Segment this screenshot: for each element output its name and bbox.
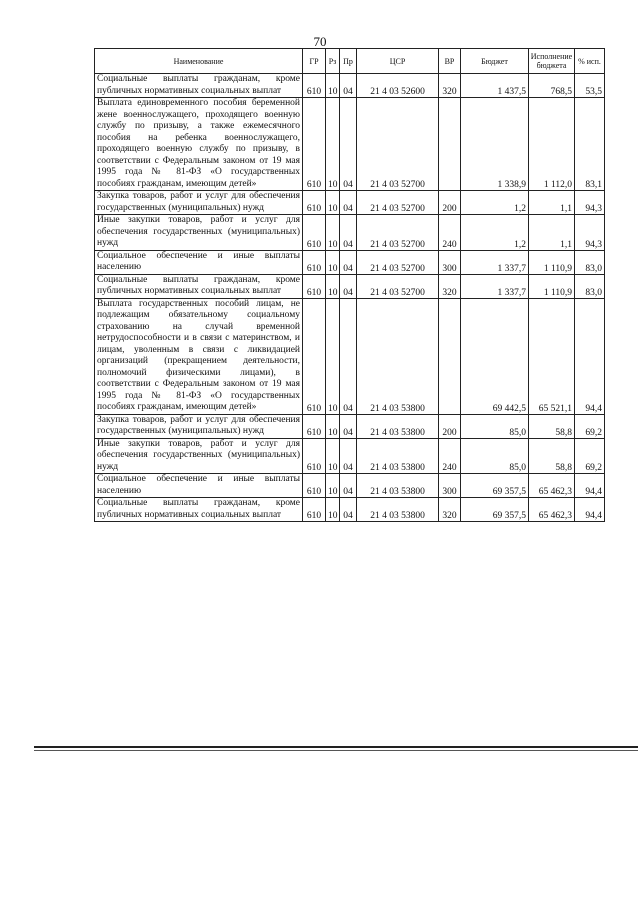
table-row [95,414,605,438]
table-row [95,250,605,274]
row-percent: 94,3 [575,191,605,215]
row-name: Социальное обеспечение и иные выплаты населению [95,250,303,274]
footer-divider-thin [34,750,638,751]
row-gr: 610 [303,414,326,438]
row-budget: 85,0 [461,414,529,438]
header-percent: % исп. [575,49,605,74]
row-percent: 94,3 [575,215,605,251]
row-percent: 83,1 [575,98,605,191]
row-gr: 610 [303,191,326,215]
row-rz: 10 [326,274,340,298]
row-vr [439,98,461,191]
row-vr: 300 [439,474,461,498]
row-budget: 1 338,9 [461,98,529,191]
row-percent: 94,4 [575,298,605,414]
table-row [95,274,605,298]
row-gr: 610 [303,250,326,274]
row-execution: 58,8 [529,414,575,438]
row-rz: 10 [326,74,340,98]
row-vr: 320 [439,274,461,298]
row-percent: 83,0 [575,274,605,298]
row-name: Закупка товаров, работ и услуг для обеспечения государственных (муниципальных) нужд [95,191,303,215]
row-pr: 04 [340,438,357,474]
table-row [95,215,605,251]
page-number: 70 [313,34,327,49]
row-percent: 94,4 [575,474,605,498]
row-budget: 1 337,7 [461,250,529,274]
row-pr: 04 [340,274,357,298]
row-execution: 65 462,3 [529,498,575,522]
row-pr: 04 [340,74,357,98]
header-pr: Пр [340,49,357,74]
table-row [95,474,605,498]
row-budget: 69 442,5 [461,298,529,414]
row-pr: 04 [340,474,357,498]
header-execution: Исполнение бюджета [529,49,575,74]
row-rz: 10 [326,474,340,498]
table-row [95,438,605,474]
row-rz: 10 [326,298,340,414]
budget-table [94,48,605,522]
row-rz: 10 [326,98,340,191]
row-execution: 1,1 [529,191,575,215]
row-pr: 04 [340,298,357,414]
row-vr [439,298,461,414]
table-header-row [95,49,605,74]
row-csr: 21 4 03 52700 [357,274,439,298]
footer-divider [34,746,638,748]
row-pr: 04 [340,98,357,191]
row-name: Социальное обеспечение и иные выплаты населению [95,474,303,498]
row-gr: 610 [303,438,326,474]
row-execution: 58,8 [529,438,575,474]
row-csr: 21 4 03 53800 [357,414,439,438]
row-name: Социальные выплаты гражданам, кроме публичных нормативных социальных выплат [95,498,303,522]
row-name: Социальные выплаты гражданам, кроме публичных нормативных социальных выплат [95,74,303,98]
row-name: Выплата государственных пособий лицам, не подлежащим обязательному социальному страхованию на случай временной нетрудоспособности и в связи с материнством, и лицам, уволенным в связи с ликвидацией организаций (прекращением деятельности, полномочий физическими лицами), в соответствии с Федеральным законом от 19 мая 1995 года № 81-ФЗ «О государственных пособиях гражданам, имеющим детей» [95,298,303,414]
row-vr: 240 [439,215,461,251]
header-csr: ЦСР [357,49,439,74]
row-budget: 1,2 [461,191,529,215]
row-budget: 1 337,7 [461,274,529,298]
row-csr: 21 4 03 53800 [357,474,439,498]
table-row [95,98,605,191]
row-name: Социальные выплаты гражданам, кроме публичных нормативных социальных выплат [95,274,303,298]
table-row [95,74,605,98]
row-vr: 320 [439,498,461,522]
row-csr: 21 4 03 52700 [357,98,439,191]
row-execution: 768,5 [529,74,575,98]
row-gr: 610 [303,74,326,98]
row-pr: 04 [340,414,357,438]
row-gr: 610 [303,474,326,498]
row-execution: 1 112,0 [529,98,575,191]
row-csr: 21 4 03 53800 [357,498,439,522]
row-name: Иные закупки товаров, работ и услуг для обеспечения государственных (муниципальных) нужд [95,438,303,474]
row-vr: 300 [439,250,461,274]
row-csr: 21 4 03 52700 [357,191,439,215]
header-budget: Бюджет [461,49,529,74]
row-rz: 10 [326,250,340,274]
table-row [95,191,605,215]
row-execution: 65 521,1 [529,298,575,414]
row-percent: 69,2 [575,438,605,474]
row-rz: 10 [326,191,340,215]
row-execution: 1 110,9 [529,274,575,298]
row-percent: 83,0 [575,250,605,274]
row-vr: 240 [439,438,461,474]
header-name: Наименование [95,49,303,74]
row-gr: 610 [303,215,326,251]
row-rz: 10 [326,438,340,474]
row-budget: 69 357,5 [461,498,529,522]
row-vr: 200 [439,191,461,215]
row-budget: 85,0 [461,438,529,474]
table-row [95,298,605,414]
row-gr: 610 [303,498,326,522]
row-rz: 10 [326,414,340,438]
row-execution: 1,1 [529,215,575,251]
row-rz: 10 [326,215,340,251]
row-budget: 69 357,5 [461,474,529,498]
row-csr: 21 4 03 52600 [357,74,439,98]
row-budget: 1,2 [461,215,529,251]
row-pr: 04 [340,250,357,274]
header-rz: Рз [326,49,340,74]
row-budget: 1 437,5 [461,74,529,98]
table-row [95,498,605,522]
row-percent: 53,5 [575,74,605,98]
row-percent: 69,2 [575,414,605,438]
row-csr: 21 4 03 53800 [357,438,439,474]
header-gr: ГР [303,49,326,74]
row-pr: 04 [340,191,357,215]
row-name: Иные закупки товаров, работ и услуг для обеспечения государственных (муниципальных) нужд [95,215,303,251]
row-gr: 610 [303,274,326,298]
row-rz: 10 [326,498,340,522]
row-vr: 320 [439,74,461,98]
row-gr: 610 [303,98,326,191]
row-csr: 21 4 03 53800 [357,298,439,414]
row-gr: 610 [303,298,326,414]
row-csr: 21 4 03 52700 [357,250,439,274]
row-vr: 200 [439,414,461,438]
header-vr: ВР [439,49,461,74]
row-pr: 04 [340,498,357,522]
row-pr: 04 [340,215,357,251]
row-percent: 94,4 [575,498,605,522]
row-csr: 21 4 03 52700 [357,215,439,251]
row-execution: 1 110,9 [529,250,575,274]
row-execution: 65 462,3 [529,474,575,498]
row-name: Выплата единовременного пособия беременной жене военнослужащего, проходящего военную службу по призыву, а также ежемесячного пособия на ребенка военнослужащего, проходящего военную службу по призыву, в соответствии с Федеральным законом от 19 мая 1995 года № 81-ФЗ «О государственных пособиях гражданам, имеющим детей» [95,98,303,191]
row-name: Закупка товаров, работ и услуг для обеспечения государственных (муниципальных) нужд [95,414,303,438]
